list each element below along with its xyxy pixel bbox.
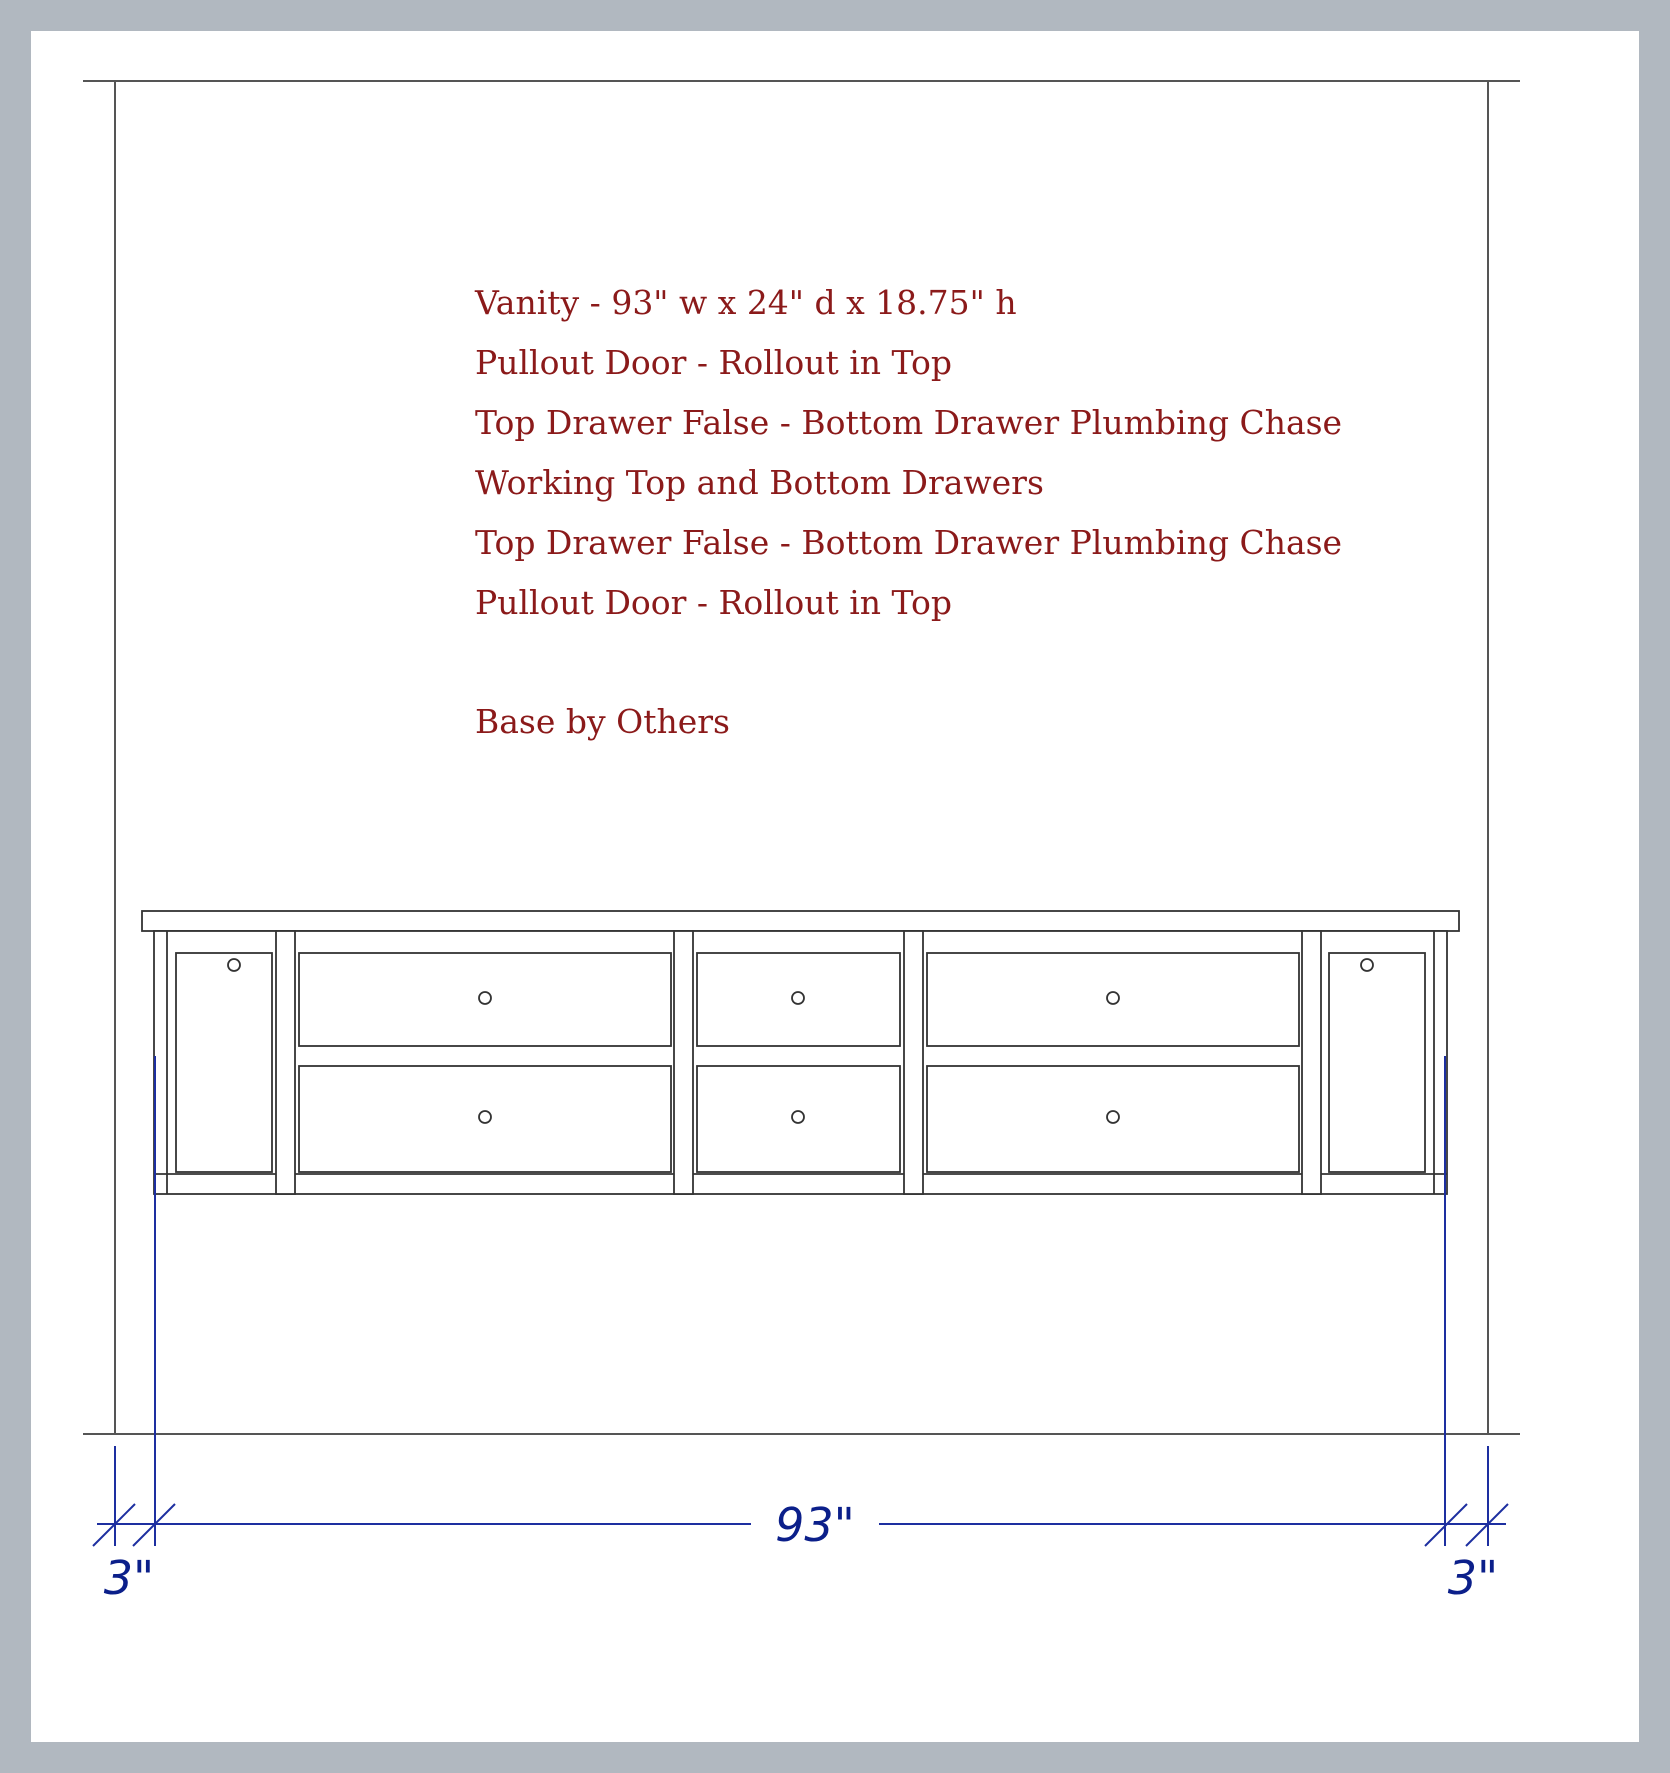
door-knob — [228, 959, 240, 971]
note-line-3: Top Drawer False - Bottom Drawer Plumbing Chase — [475, 403, 1343, 442]
drawer-knob — [1107, 992, 1119, 1004]
note-line-6: Pullout Door - Rollout in Top — [475, 583, 952, 622]
drawer-knob — [792, 992, 804, 1004]
note-line-4: Working Top and Bottom Drawers — [475, 463, 1044, 502]
door-knob — [1361, 959, 1373, 971]
drawer-knob — [479, 1111, 491, 1123]
left-offset-label: 3" — [103, 1551, 155, 1605]
vanity-cabinet — [142, 911, 1459, 1194]
drawer-knob — [1107, 1111, 1119, 1123]
right-offset-label: 3" — [1447, 1551, 1499, 1605]
elevation-drawing — [31, 31, 1639, 1742]
stile — [904, 931, 923, 1194]
drawer-knob — [479, 992, 491, 1004]
stile — [674, 931, 693, 1194]
note-line-2: Pullout Door - Rollout in Top — [475, 343, 952, 382]
countertop — [142, 911, 1459, 931]
stile — [276, 931, 295, 1194]
left-pullout-door[interactable] — [176, 953, 272, 1172]
note-line-5: Top Drawer False - Bottom Drawer Plumbing Chase — [475, 523, 1343, 562]
right-pullout-door[interactable] — [1329, 953, 1425, 1172]
drawing-sheet — [31, 31, 1639, 1742]
vanity-notes — [474, 283, 1342, 741]
overall-width-label: 93" — [775, 1498, 855, 1552]
base-note: Base by Others — [475, 702, 730, 741]
drawer-knob — [792, 1111, 804, 1123]
stile — [1302, 931, 1321, 1194]
note-line-1: Vanity - 93" w x 24" d x 18.75" h — [475, 283, 1017, 322]
